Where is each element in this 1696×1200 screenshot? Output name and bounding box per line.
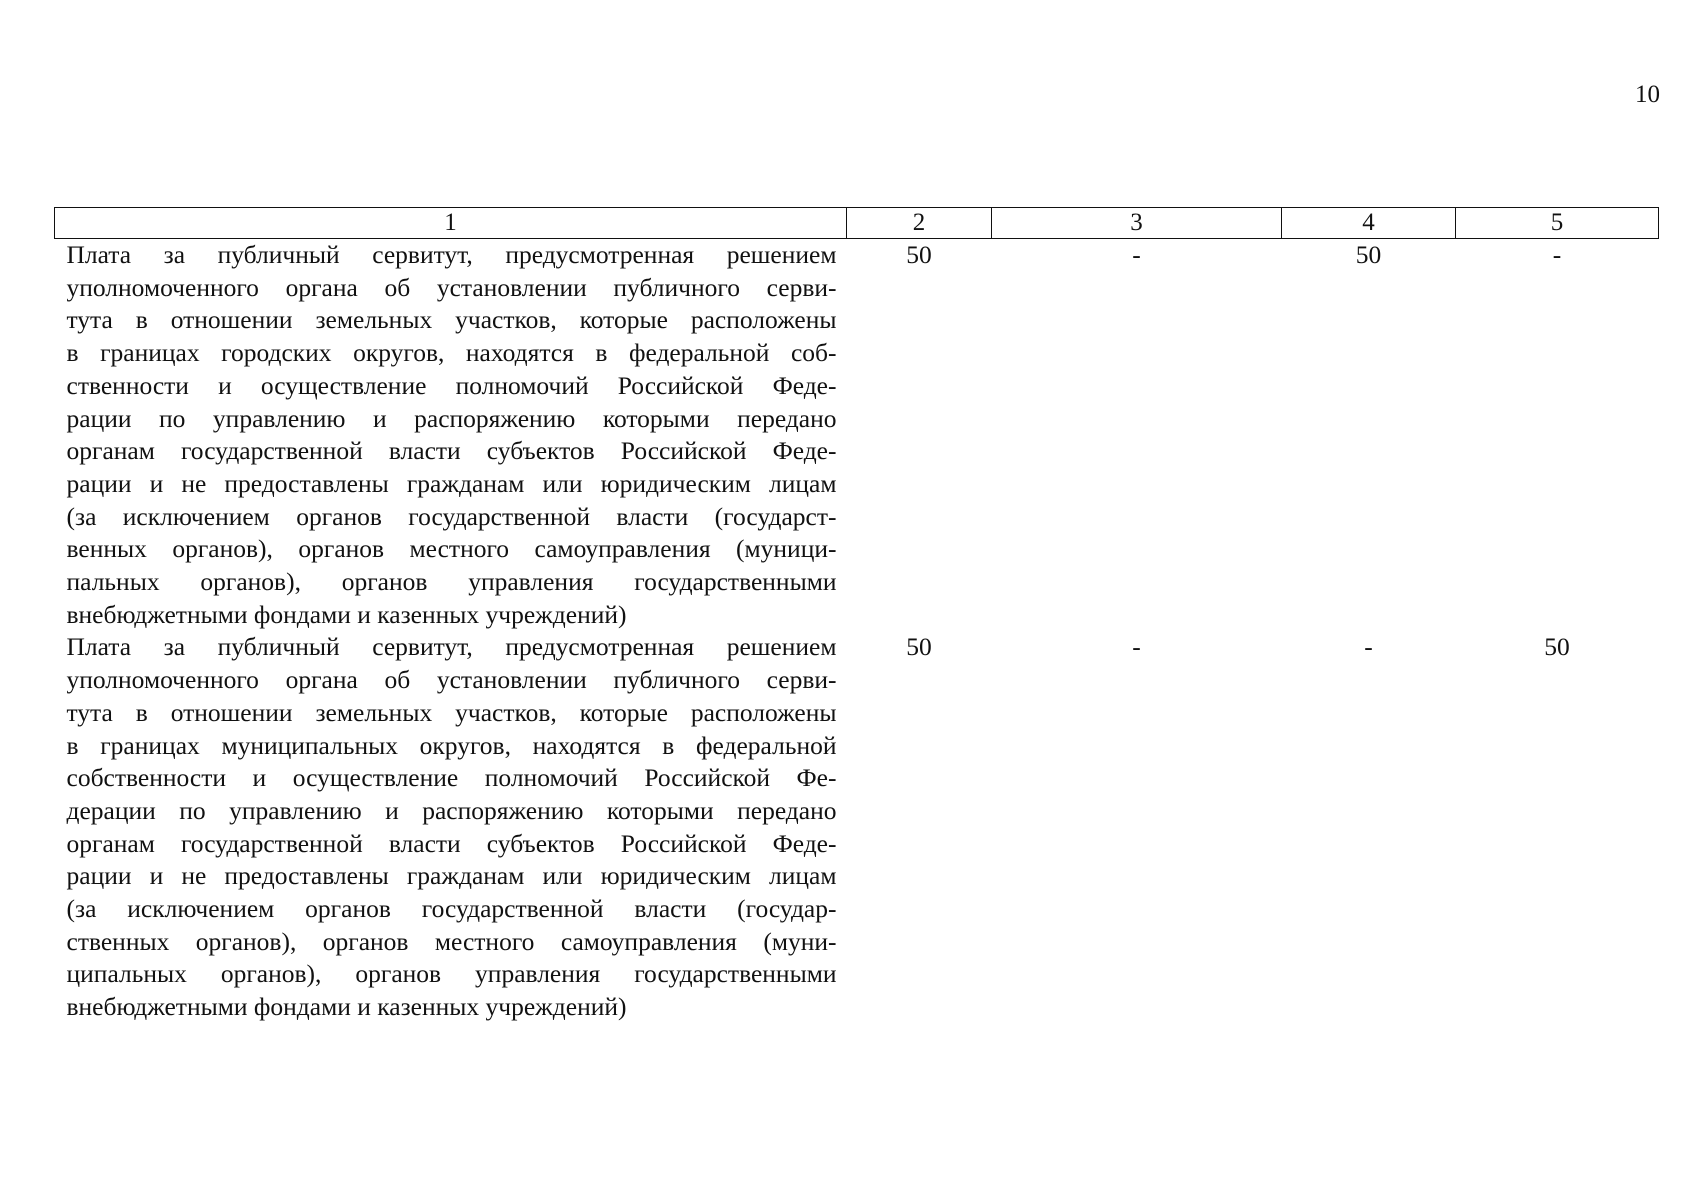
description-line: в границах муниципальных округов, находятся в федеральной [66,730,837,760]
header-col-5: 5 [1456,208,1659,239]
row-2-description [55,631,847,1023]
row-1-col-2: 50 [906,240,932,269]
description-line: рации по управлению и распоряжению которыми передано [66,403,837,433]
row-2-col-4: - [1364,632,1373,662]
row-2-col-3: - [1132,632,1141,662]
row-2-col-5: 50 [1544,632,1570,662]
description-line: тута в отношении земельных участков, которые расположены [66,305,837,335]
table-row [55,239,1659,632]
description-line: Плата за публичный сервитут, предусмотренная решением [66,240,837,269]
description-line: ципальных органов), органов управления государственными [66,959,837,989]
description-line: органам государственной власти субъектов Российской Феде- [66,436,837,466]
description-line: ственности и осуществление полномочий Российской Феде- [66,370,837,400]
description-line: уполномоченного органа об установлении публичного серви- [66,665,837,695]
description-line: внебюджетными фондами и казенных учреждений) [66,599,627,629]
description-line: ственных органов), органов местного самоуправления (муни- [66,926,837,956]
header-row [55,208,1659,239]
table-header [55,208,1659,239]
description-line: органам государственной власти субъектов Российской Феде- [66,828,837,858]
description-line: венных органов), органов местного самоуправления (муници- [66,534,837,564]
description-line: (за исключением органов государственной власти (государст- [66,501,837,531]
description-line: пальных органов), органов управления государственными [66,567,837,597]
header-col-4: 4 [1282,208,1456,239]
header-col-2: 2 [847,208,992,239]
description-line: уполномоченного органа об установлении публичного серви- [66,272,837,302]
table-row [55,631,1659,1023]
header-col-3: 3 [992,208,1282,239]
description-line: рации и не предоставлены гражданам или юридическим лицам [66,468,837,498]
header-col-1: 1 [55,208,847,239]
budget-table [54,207,1659,1024]
description-line: дерации по управлению и распоряжению которыми передано [66,795,837,825]
row-1-description [55,239,847,632]
description-line: собственности и осуществление полномочий Российской Фе- [66,763,837,793]
description-line: рации и не предоставлены гражданам или юридическим лицам [66,861,837,891]
page-number: 10 [1635,81,1660,108]
row-1-col-3: - [1132,240,1141,269]
row-1-col-5: - [1552,240,1562,269]
description-line: (за исключением органов государственной власти (государ- [66,894,837,924]
description-line: в границах городских округов, находятся в федеральной соб- [66,338,837,368]
row-1-col-4: 50 [1355,240,1382,269]
description-line: тута в отношении земельных участков, которые расположены [66,697,837,727]
description-line: внебюджетными фондами и казенных учреждений) [66,992,627,1022]
description-line: Плата за публичный сервитут, предусмотренная решением [66,632,837,662]
row-2-col-2: 50 [906,632,932,662]
